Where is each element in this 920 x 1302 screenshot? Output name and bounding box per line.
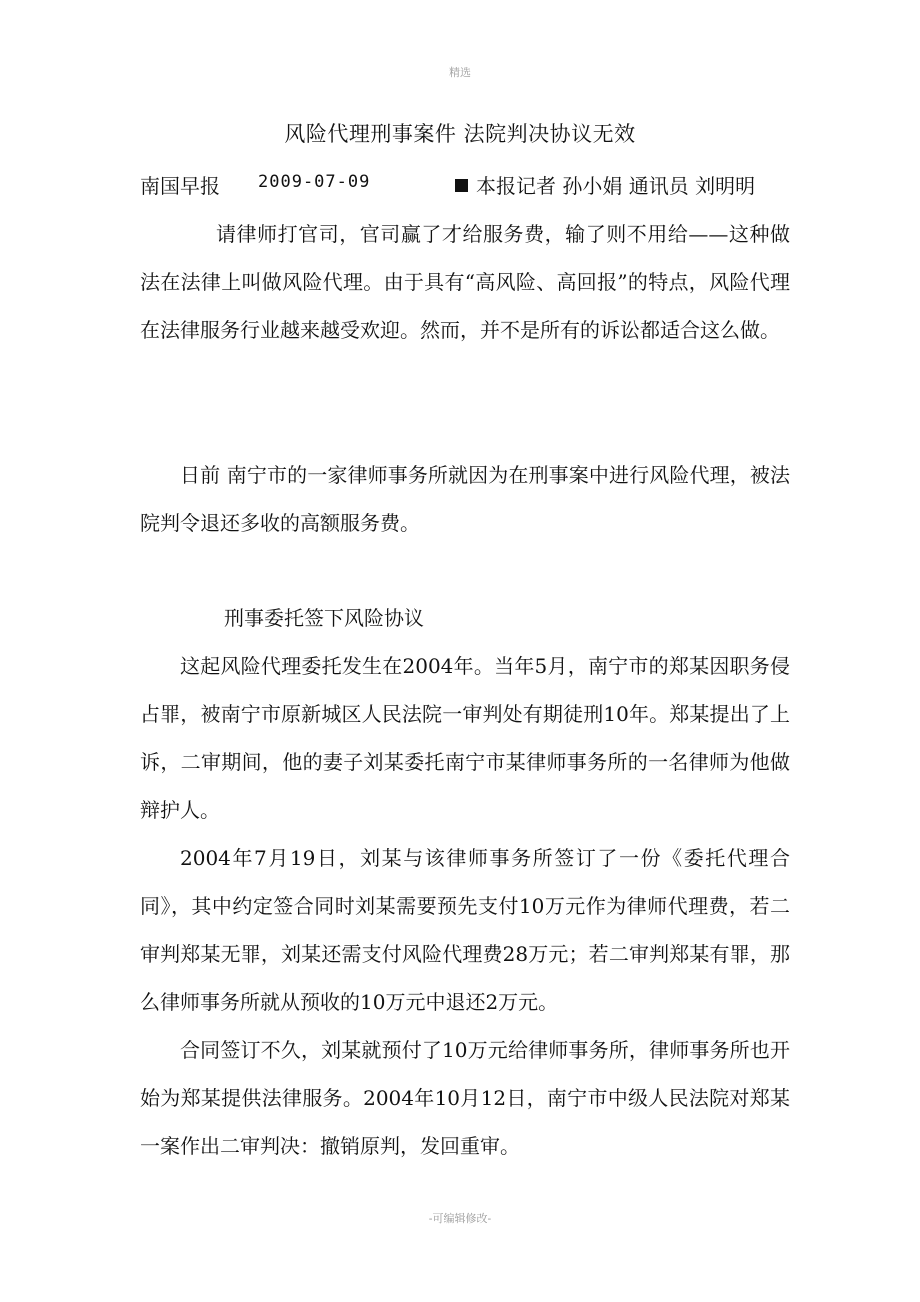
paragraph-contract: 2004年7月19日，刘某与该律师事务所签订了一份《委托代理合同》，其中约定签合同时刘某需要预先支付10万元作为律师代理费，若二审判郑某无罪，刘某还需支付风险代理费28万元；若二审判郑某有罪，那么律师事务所就从预收的10万元中退还2万元。 — [140, 846, 790, 1014]
black-square-icon — [455, 179, 468, 192]
article-byline — [140, 170, 800, 200]
section-subheading: 刑事委托签下风险协议 — [224, 606, 424, 630]
page-header-mark: 精选 — [449, 66, 471, 79]
paragraph-background: 这起风险代理委托发生在2004年。当年5月，南宁市的郑某因职务侵占罪，被南宁市原新城区人民法院一审判处有期徒刑10年。郑某提出了上诉，二审期间，他的妻子刘某委托南宁市某律师事务所的一名律师为他做辩护人。 — [140, 654, 790, 822]
byline-reporter-wrap — [455, 170, 755, 199]
paragraph-summary: 日前 南宁市的一家律师事务所就因为在刑事案中进行风险代理，被法院判令退还多收的高额服务费。 — [140, 463, 790, 535]
page-footer-mark: -可编辑修改- — [428, 1212, 492, 1225]
article-title: 风险代理刑事案件 法院判决协议无效 — [284, 122, 636, 146]
paragraph-judgment: 合同签订不久，刘某就预付了10万元给律师事务所，律师事务所也开始为郑某提供法律服务。2004年10月12日，南宁市中级人民法院对郑某一案作出二审判决：撤销原判，发回重审。 — [140, 1038, 790, 1158]
byline-reporter: 本报记者 孙小娟 通讯员 刘明明 — [476, 174, 756, 198]
byline-date: 2009-07-09 — [258, 172, 371, 192]
paragraph-intro: 请律师打官司，官司赢了才给服务费，输了则不用给——这种做法在法律上叫做风险代理。由于具有“高风险、高回报”的特点，风险代理在法律服务行业越来越受欢迎。然而，并不是所有的诉讼都适合这么做。 — [140, 222, 790, 342]
byline-source: 南国早报 — [140, 174, 220, 198]
